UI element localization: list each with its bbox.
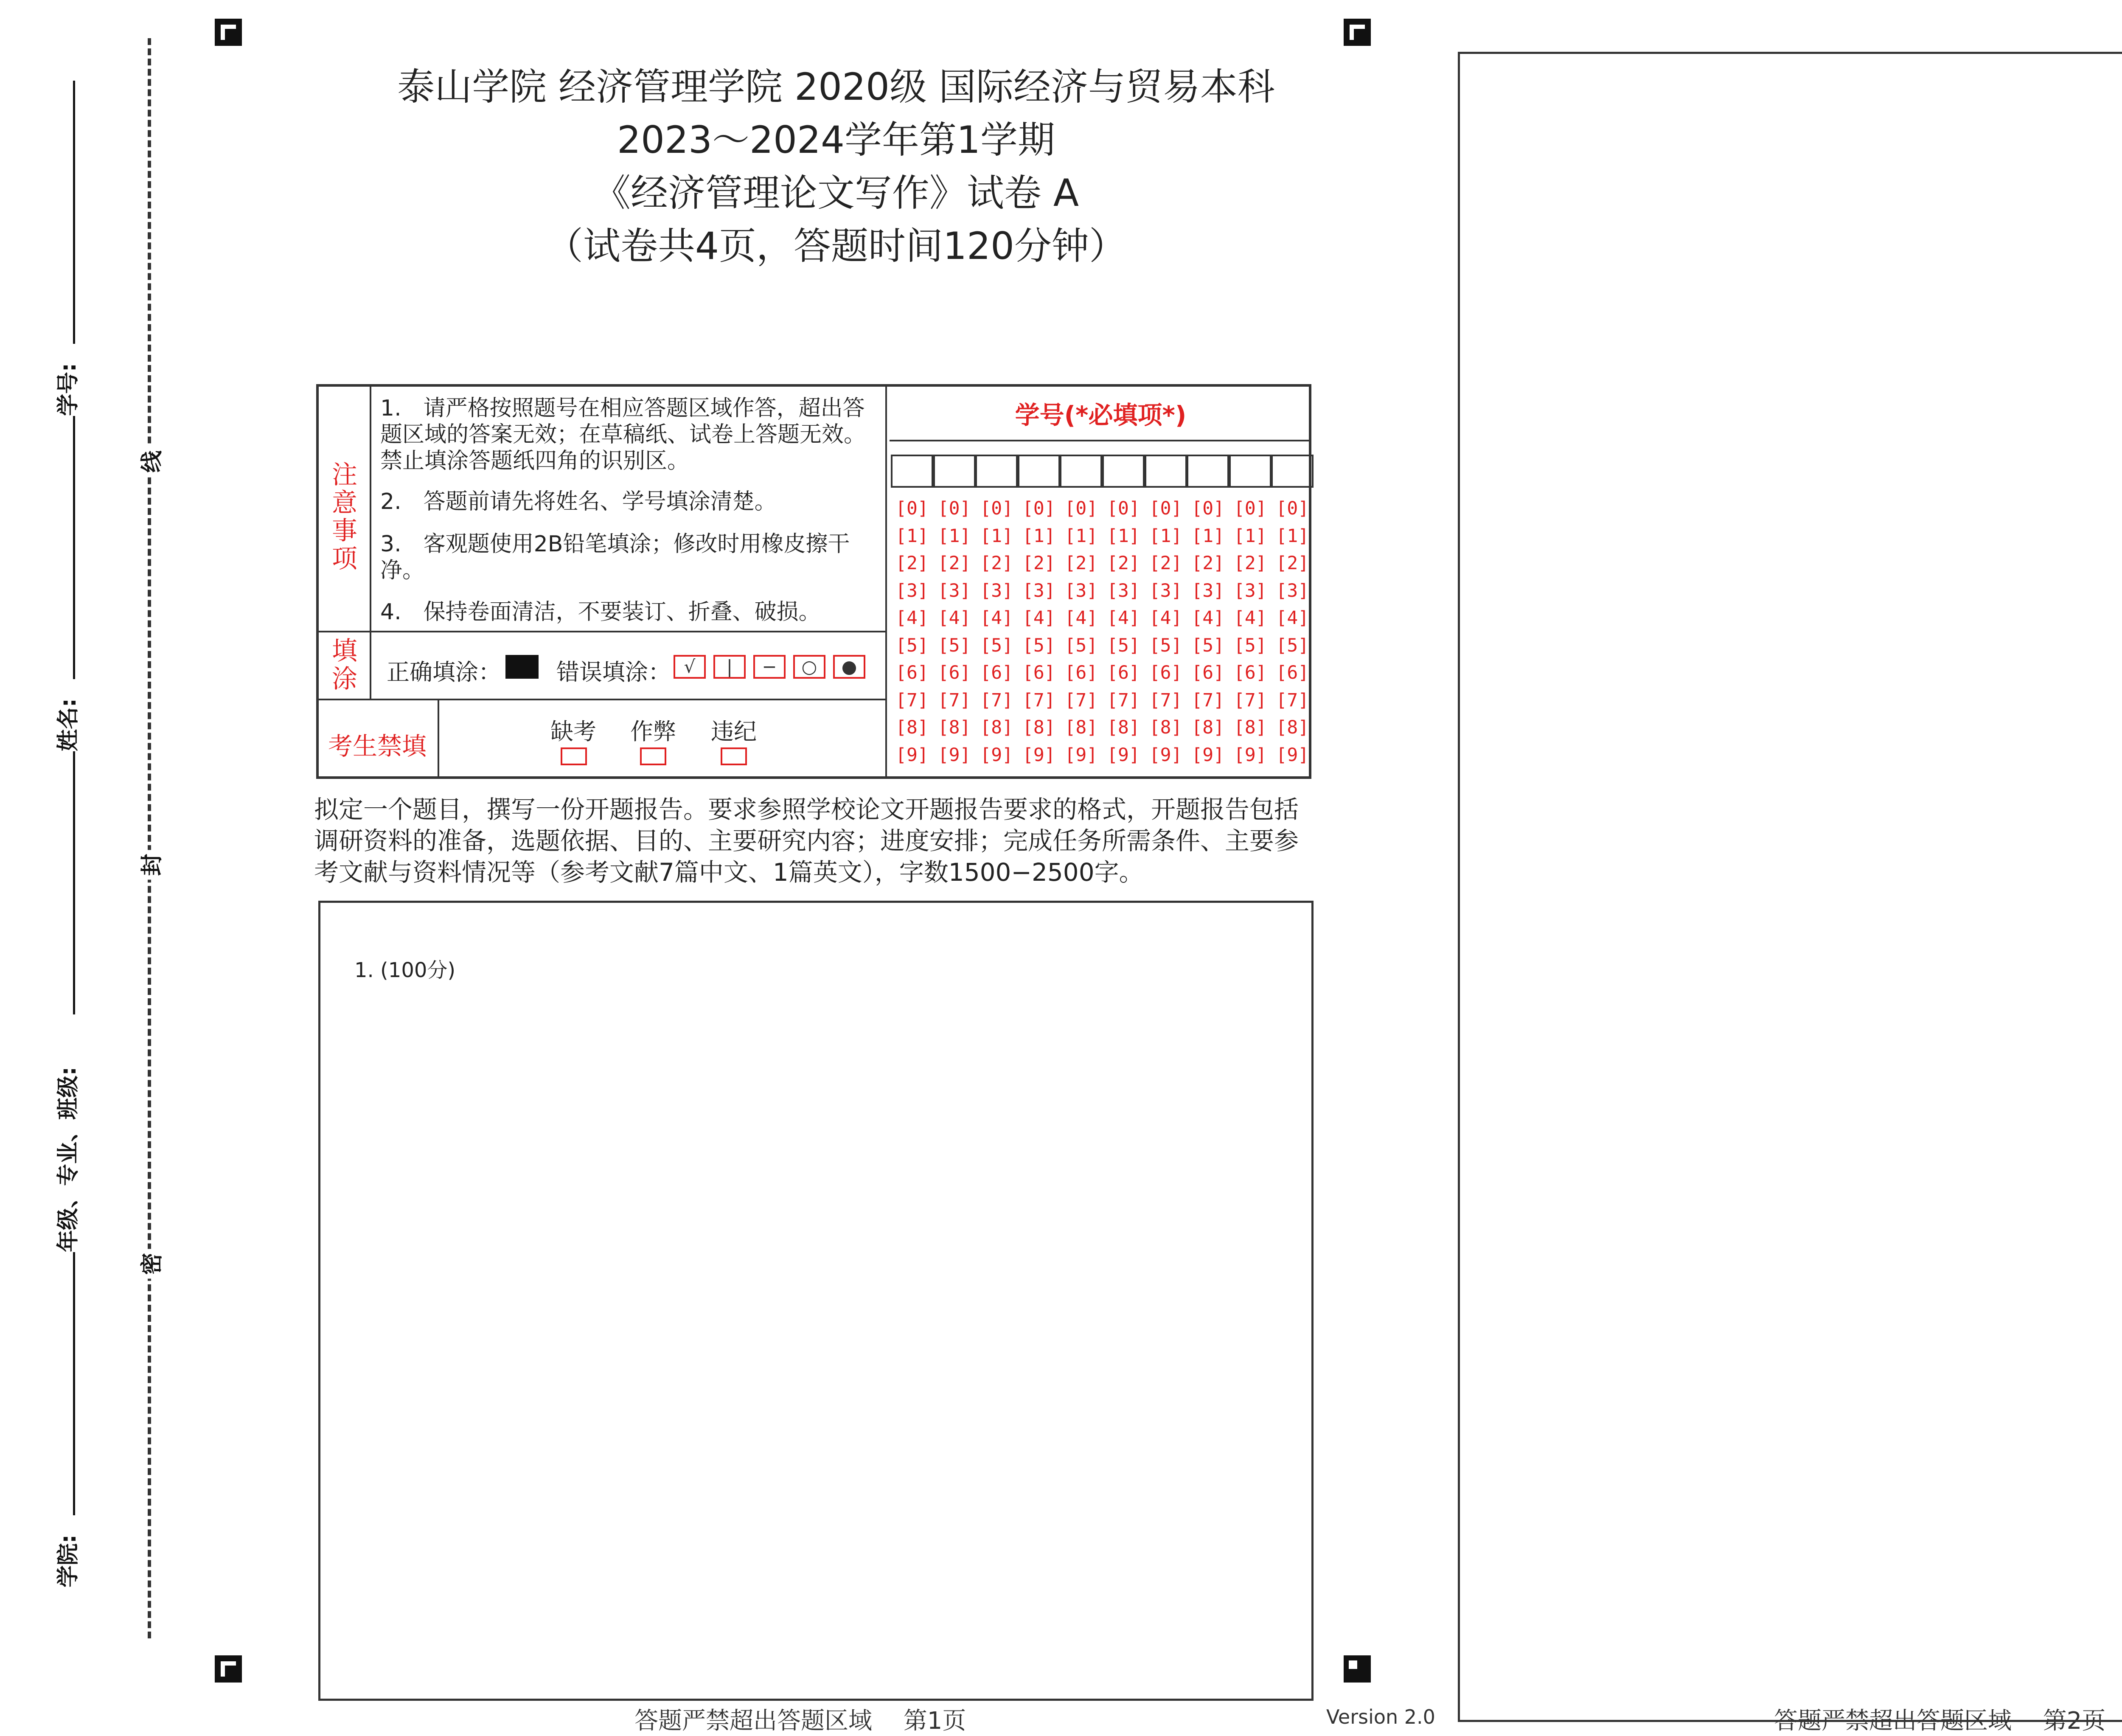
wrong-fill-label: 错误填涂： (556, 659, 671, 685)
corner-marker-top-left (215, 19, 242, 46)
student-id-bubble[interactable]: [9] (1064, 744, 1098, 766)
notice-label: 注意事项 (332, 460, 357, 574)
student-id-bubble[interactable]: [8] (1022, 717, 1055, 738)
student-id-bubble[interactable]: [8] (1107, 717, 1140, 738)
name-line (73, 416, 75, 679)
student-id-bubble[interactable]: [6] (895, 662, 929, 683)
student-id-bubble[interactable]: [2] (1022, 553, 1055, 574)
corner-marker-top-middle (1344, 19, 1371, 46)
forbidden-violation-label: 违纪 (711, 718, 757, 745)
exam-title-line3: 《经济管理论文写作》试卷 A (593, 171, 1079, 215)
student-id-bubble[interactable]: [5] (1107, 635, 1140, 656)
student-id-bubble[interactable]: [3] (895, 580, 929, 601)
student-id-bubble[interactable]: [0] (1064, 498, 1098, 519)
answer-question-label: 1. (100分) (354, 958, 456, 982)
student-id-bubble[interactable]: [7] (1276, 689, 1309, 711)
student-id-bubble[interactable]: [7] (1149, 689, 1182, 711)
student-id-bubble[interactable]: [3] (1233, 580, 1267, 601)
student-id-bubble[interactable]: [4] (980, 607, 1013, 629)
student-id-bubble[interactable]: [7] (1022, 689, 1055, 711)
student-id-bubble[interactable]: [0] (1191, 498, 1225, 519)
student-id-bubble[interactable]: [4] (1064, 607, 1098, 629)
student-id-bubble[interactable]: [1] (1064, 525, 1098, 547)
student-id-bubble[interactable]: [7] (1064, 689, 1098, 711)
student-id-bubble[interactable]: [4] (937, 607, 971, 629)
wrong-fill-check: √ (674, 655, 706, 679)
forbidden-absent-label: 缺考 (550, 718, 596, 745)
student-id-bubble[interactable]: [5] (1191, 635, 1225, 656)
student-id-bubble[interactable]: [1] (1233, 525, 1267, 547)
student-id-bubble[interactable]: [0] (895, 498, 929, 519)
student-id-bubble[interactable]: [8] (937, 717, 971, 738)
seal-char-mi: 密 (134, 1249, 166, 1279)
student-id-bubble[interactable]: [3] (1149, 580, 1182, 601)
student-id-line (73, 81, 75, 344)
student-id-bubble[interactable]: [9] (937, 744, 971, 766)
exam-title-line4: （试卷共4页，答题时间120分钟） (546, 224, 1126, 268)
answer-area-page1[interactable] (318, 901, 1314, 1701)
student-id-bubble[interactable]: [2] (1064, 553, 1098, 574)
student-id-bubble[interactable]: [6] (980, 662, 1013, 683)
wrong-fill-circle: ○ (793, 655, 825, 679)
wrong-fill-dash: − (753, 655, 786, 679)
student-id-bubble[interactable]: [1] (980, 525, 1013, 547)
student-id-bubble[interactable]: [7] (1191, 689, 1225, 711)
student-id-bubble[interactable]: [1] (895, 525, 929, 547)
question-text: 拟定一个题目，撰写一份开题报告。要求参照学校论文开题报告要求的格式，开题报告包括调研资料的准备，选题依据、目的、主要研究内容；进度安排；完成任务所需条件、主要参考文献与资料情况等（参考文献7篇中文、1篇英文），字数1500−2500字。 (314, 795, 1299, 887)
footer-page2: 答题严禁超出答题区域 第2页 (1774, 1707, 2106, 1735)
student-id-bubble[interactable]: [3] (1191, 580, 1225, 601)
student-id-write-cell[interactable] (1102, 455, 1145, 488)
student-id-bubble[interactable]: [3] (980, 580, 1013, 601)
student-id-bubble[interactable]: [5] (1064, 635, 1098, 656)
student-id-label: 学号: (56, 363, 81, 416)
student-id-bubble[interactable]: [1] (1022, 525, 1055, 547)
student-id-bubble[interactable]: [6] (1022, 662, 1055, 683)
student-id-bubble[interactable]: [0] (980, 498, 1013, 519)
wrong-fill-dot: ● (833, 655, 865, 679)
binding-dashed-line (148, 38, 151, 1638)
student-id-bubble[interactable]: [3] (1107, 580, 1140, 601)
student-id-bubble[interactable]: [7] (937, 689, 971, 711)
student-id-title: 学号(*必填项*) (1015, 401, 1187, 430)
student-id-bubble[interactable]: [5] (937, 635, 971, 656)
student-id-bubble[interactable]: [8] (895, 717, 929, 738)
student-id-bubble[interactable]: [8] (980, 717, 1013, 738)
student-id-bubble[interactable]: [5] (980, 635, 1013, 656)
notice-rule-3: 3. 客观题使用2B铅笔填涂；修改时用橡皮擦干净。 (380, 531, 850, 583)
student-id-bubble[interactable]: [5] (1149, 635, 1182, 656)
student-id-bubble[interactable]: [2] (1276, 553, 1309, 574)
student-id-bubble[interactable]: [1] (1276, 525, 1309, 547)
student-id-write-cell[interactable] (1229, 455, 1272, 488)
student-id-bubble[interactable]: [4] (1022, 607, 1055, 629)
answer-area-page2[interactable] (1458, 52, 2122, 1722)
student-id-bubble[interactable]: [6] (1064, 662, 1098, 683)
student-id-bubble[interactable]: [6] (1233, 662, 1267, 683)
notice-row-divider-1 (319, 631, 885, 632)
student-id-bubble[interactable]: [0] (1233, 498, 1267, 519)
forbidden-label-divider (438, 699, 439, 776)
student-id-bubble[interactable]: [4] (1276, 607, 1309, 629)
notice-table (316, 384, 1311, 779)
student-id-write-cell[interactable] (975, 455, 1018, 488)
student-id-bubble[interactable]: [0] (1149, 498, 1182, 519)
student-id-write-cell[interactable] (933, 455, 976, 488)
student-id-bubble[interactable]: [8] (1191, 717, 1225, 738)
student-id-bubble[interactable]: [9] (1233, 744, 1267, 766)
student-id-bubble[interactable]: [1] (937, 525, 971, 547)
student-id-bubble[interactable]: [6] (1276, 662, 1309, 683)
student-id-bubble[interactable]: [0] (1276, 498, 1309, 519)
student-id-bubble[interactable]: [4] (1191, 607, 1225, 629)
student-id-write-cell[interactable] (1271, 455, 1314, 488)
student-id-bubble[interactable]: [9] (980, 744, 1013, 766)
student-id-bubble[interactable]: [6] (1149, 662, 1182, 683)
student-id-bubble[interactable]: [2] (1191, 553, 1225, 574)
student-id-bubble[interactable]: [3] (1276, 580, 1309, 601)
college-label: 学院: (56, 1534, 81, 1587)
wrong-fill-bar: | (713, 655, 746, 679)
student-id-bubble[interactable]: [6] (937, 662, 971, 683)
notice-label-divider (370, 387, 371, 631)
student-id-bubble[interactable]: [6] (1191, 662, 1225, 683)
college-line (73, 1252, 75, 1515)
seal-char-xian: 线 (134, 447, 166, 477)
exam-title-line2: 2023～2024学年第1学期 (617, 118, 1055, 162)
class-label: 年级、专业、班级: (56, 1067, 81, 1252)
corner-marker-bottom-middle (1344, 1655, 1371, 1683)
notice-rule-1: 1. 请严格按照题号在相应答题区域作答，超出答题区域的答案无效；在草稿纸、试卷上答题无效。禁止填涂答题纸四角的识别区。 (380, 396, 866, 474)
student-id-bubble[interactable]: [9] (1276, 744, 1309, 766)
student-id-write-cell[interactable] (891, 455, 933, 488)
student-id-bubble[interactable]: [1] (1149, 525, 1182, 547)
student-id-bubble[interactable]: [7] (1107, 689, 1140, 711)
footer-page1: 答题严禁超出答题区域 第1页 (634, 1707, 966, 1735)
forbidden-violation-box[interactable] (721, 747, 747, 765)
forbidden-label: 考生禁填 (328, 732, 427, 761)
class-line (73, 751, 75, 1014)
student-id-bubble[interactable]: [5] (1276, 635, 1309, 656)
seal-char-feng: 封 (134, 850, 166, 880)
student-id-bubble[interactable]: [4] (1149, 607, 1182, 629)
student-id-bubble[interactable]: [0] (1107, 498, 1140, 519)
correct-fill-label: 正确填涂： (387, 659, 501, 685)
forbidden-absent-box[interactable] (561, 747, 587, 765)
name-label: 姓名: (56, 698, 81, 751)
student-id-bubble[interactable]: [7] (895, 689, 929, 711)
student-id-bubble[interactable]: [4] (895, 607, 929, 629)
student-id-bubble[interactable]: [2] (980, 553, 1013, 574)
fill-label-divider (370, 631, 371, 699)
student-id-bubble[interactable]: [5] (895, 635, 929, 656)
student-id-bubble[interactable]: [7] (980, 689, 1013, 711)
student-id-bubble[interactable]: [6] (1107, 662, 1140, 683)
forbidden-cheating-box[interactable] (640, 747, 666, 765)
notice-rule-2: 2. 答题前请先将姓名、学号填涂清楚。 (380, 489, 777, 514)
student-id-bubble[interactable]: [8] (1149, 717, 1182, 738)
student-id-bubble[interactable]: [8] (1276, 717, 1309, 738)
student-id-bubble[interactable]: [2] (937, 553, 971, 574)
student-id-bubble[interactable]: [5] (1022, 635, 1055, 656)
student-id-bubble[interactable]: [1] (1107, 525, 1140, 547)
student-id-bubble[interactable]: [3] (937, 580, 971, 601)
student-id-title-rule (890, 440, 1310, 441)
student-id-bubble[interactable]: [9] (1149, 744, 1182, 766)
notice-rule-4: 4. 保持卷面清洁，不要装订、折叠、破损。 (380, 599, 821, 625)
student-id-write-cell[interactable] (1060, 455, 1102, 488)
student-id-bubble[interactable]: [9] (895, 744, 929, 766)
student-id-bubble[interactable]: [0] (937, 498, 971, 519)
corner-marker-bottom-left (215, 1655, 242, 1683)
student-id-bubble[interactable]: [9] (1022, 744, 1055, 766)
student-id-bubble[interactable]: [7] (1233, 689, 1267, 711)
student-id-bubble[interactable]: [3] (1064, 580, 1098, 601)
student-id-bubble[interactable]: [8] (1233, 717, 1267, 738)
student-id-bubble[interactable]: [4] (1233, 607, 1267, 629)
student-id-bubble[interactable]: [4] (1107, 607, 1140, 629)
student-id-bubble[interactable]: [9] (1191, 744, 1225, 766)
student-id-bubble[interactable]: [1] (1191, 525, 1225, 547)
student-id-bubble[interactable]: [3] (1022, 580, 1055, 601)
student-id-bubble[interactable]: [9] (1107, 744, 1140, 766)
footer-version: Version 2.0 (1326, 1705, 1435, 1728)
student-id-write-cell[interactable] (1145, 455, 1187, 488)
student-id-bubble[interactable]: [8] (1064, 717, 1098, 738)
correct-fill-sample (505, 655, 539, 679)
student-id-bubble[interactable]: [2] (1107, 553, 1140, 574)
notice-row-divider-2 (319, 699, 885, 700)
forbidden-cheating-label: 作弊 (630, 718, 676, 745)
student-id-write-cell[interactable] (1018, 455, 1060, 488)
student-id-bubble[interactable]: [5] (1233, 635, 1267, 656)
student-id-bubble[interactable]: [0] (1022, 498, 1055, 519)
fill-label: 填涂 (332, 636, 357, 694)
student-id-bubble[interactable]: [2] (1149, 553, 1182, 574)
notice-sid-divider (885, 387, 887, 776)
student-id-bubble[interactable]: [2] (895, 553, 929, 574)
student-id-bubble[interactable]: [2] (1233, 553, 1267, 574)
student-id-write-cell[interactable] (1187, 455, 1229, 488)
exam-title-line1: 泰山学院 经济管理学院 2020级 国际经济与贸易本科 (397, 65, 1275, 109)
